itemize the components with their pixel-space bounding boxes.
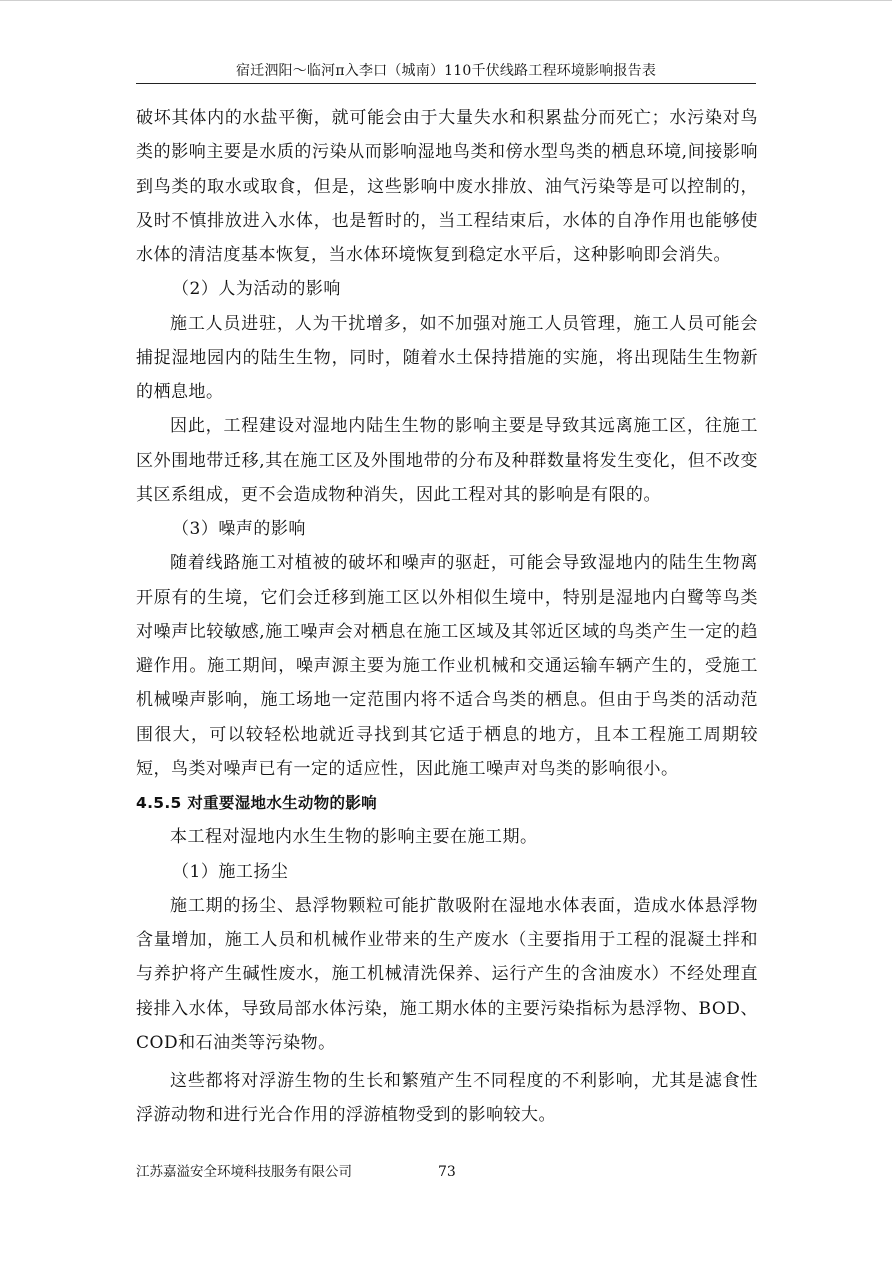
page-number: 73 [438, 1164, 456, 1180]
section-heading-4-5-5: 4.5.5 对重要湿地水生动物的影响 [136, 794, 377, 812]
paragraph-dust-impact: 施工期的扬尘、悬浮物颗粒可能扩散吸附在湿地水体表面，造成水体悬浮物含量增加，施工人员和机械作业带来的生产废水（主要指用于工程的混凝土拌和与养护将产生碱性废水，施工机械清洗保养、运行产生的含油废水）不经处理直接排入水体，导致局部水体污染，施工期水体的主要污染指标为悬浮物、BOD、COD和石油类等污染物。 [136, 895, 758, 1053]
page-body [136, 101, 758, 1133]
footer-company-name: 江苏嘉溢安全环境科技服务有限公司 [136, 1164, 352, 1180]
paragraph-plankton-impact: 这些都将对浮游生物的生长和繁殖产生不同程度的不利影响，尤其是滤食性浮游动物和进行光合作用的浮游植物受到的影响较大。 [136, 1071, 758, 1126]
header-divider [136, 83, 756, 84]
subheading-human-activity: （2）人为活动的影响 [172, 279, 341, 300]
paragraph-aquatic-intro: 本工程对湿地内水生生物的影响主要在施工期。 [170, 827, 538, 848]
paragraph-construction-workers: 施工人员进驻，人为干扰增多，如不加强对施工人员管理，施工人员可能会捕捉湿地园内的陆生生物，同时，随着水土保持措施的实施，将出现陆生生物新的栖息地。 [136, 313, 758, 402]
page-top-border [0, 0, 892, 1]
subheading-dust: （1）施工扬尘 [172, 861, 289, 882]
subheading-noise: （3）噪声的影响 [172, 519, 306, 539]
paragraph-terrestrial-impact: 因此，工程建设对湿地内陆生生物的影响主要是导致其远离施工区，往施工区外围地带迁移,其在施工区及外围地带的分布及种群数量将发生变化，但不改变其区系组成，更不会造成物种消失，因此工程对其的影响是有限的。 [136, 416, 758, 505]
document-header-title: 宿迁泗阳～临河π入李口（城南）110千伏线路工程环境影响报告表 [235, 63, 657, 79]
paragraph-water-pollution: 破坏其体内的水盐平衡，就可能会由于大量失水和积累盐分而死亡；水污染对鸟类的影响主要是水质的污染从而影响湿地鸟类和傍水型鸟类的栖息环境,间接影响到鸟类的取水或取食，但是，这些影响中废水排放、油气污染等是可以控制的，及时不慎排放进入水体，也是暂时的，当工程结束后，水体的自净作用也能够使水体的清洁度基本恢复，当水体环境恢复到稳定水平后，这种影响即会消失。 [136, 108, 758, 265]
paragraph-noise-impact: 随着线路施工对植被的破坏和噪声的驱赶，可能会导致湿地内的陆生生物离开原有的生境，它们会迁移到施工区以外相似生境中，特别是湿地内白鹭等鸟类对噪声比较敏感,施工噪声会对栖息在施工区域及其邻近区域的鸟类产生一定的趋避作用。施工期间，噪声源主要为施工作业机械和交通运输车辆产生的，受施工机械噪声影响，施工场地一定范围内将不适合鸟类的栖息。但由于鸟类的活动范围很大，可以较轻松地就近寻找到其它适于栖息的地方，且本工程施工周期较短，鸟类对噪声已有一定的适应性，因此施工噪声对鸟类的影响很小。 [136, 553, 758, 779]
